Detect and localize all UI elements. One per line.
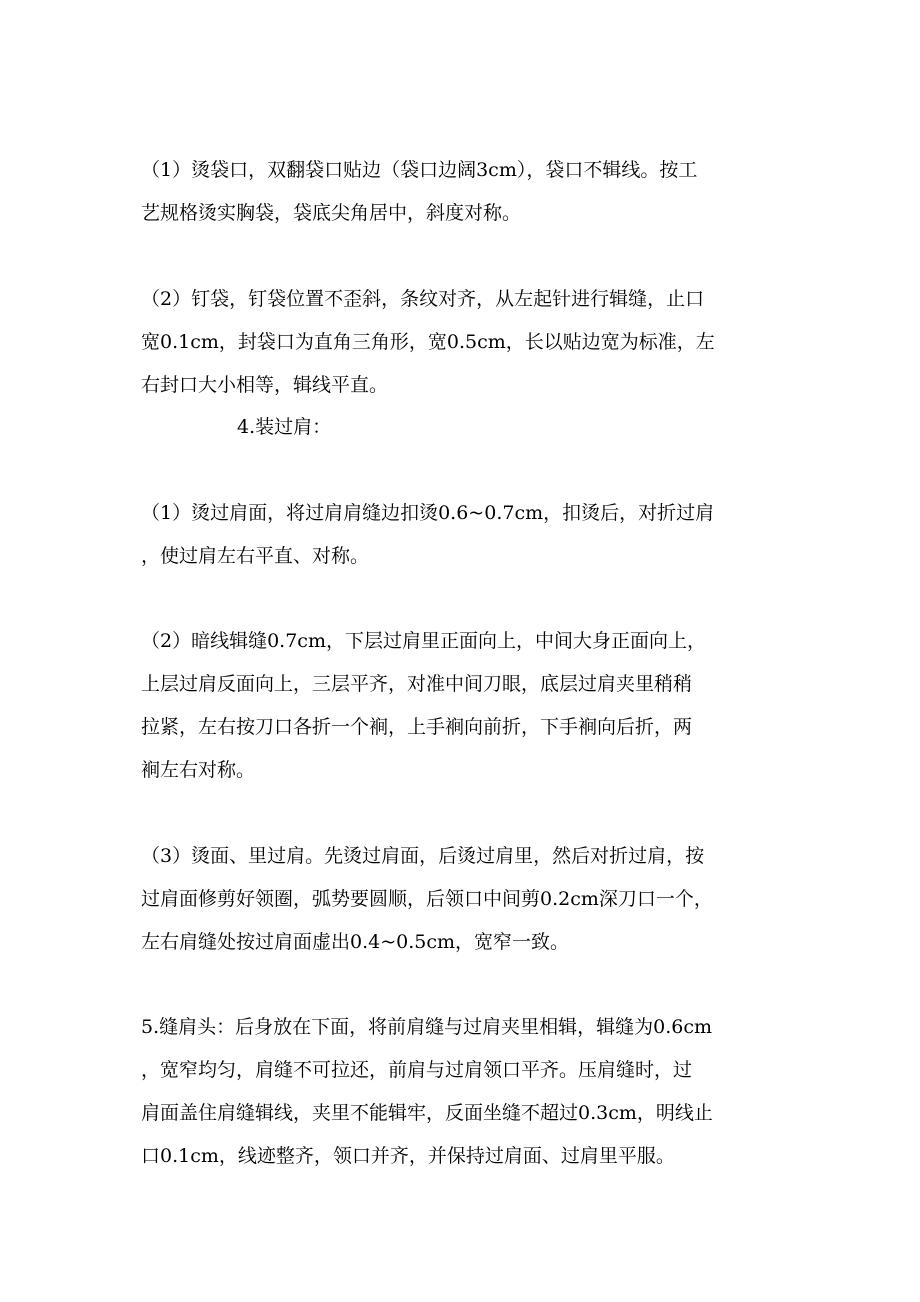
text-line: （2）钉袋，钉袋位置不歪斜，条纹对齐，从左起针进行辑缝，止口 [141,288,705,310]
text-line: （2）暗线辑缝0.7cm，下层过肩里正面向上，中间大身正面向上， [141,630,706,652]
text-line: 肩面盖住肩缝辑线，夹里不能辑牢，反面坐缝不超过0.3cm，明线止 [141,1102,713,1124]
text-line: 过肩面修剪好领圈，弧势要圆顺，后领口中间剪0.2cm深刀口一个， [141,888,713,910]
text-line: （1）烫袋口，双翻袋口贴边（袋口边阔3cm），袋口不辑线。按工 [141,159,698,181]
text-line: ，使过肩左右平直、对称。 [141,545,370,567]
text-line: 裥左右对称。 [141,759,256,781]
text-line: 5.缝肩头：后身放在下面，将前肩缝与过肩夹里相辑，辑缝为0.6cm [141,1016,713,1038]
text-line: （1）烫过肩面，将过肩肩缝边扣烫0.6~0.7cm，扣烫后，对折过肩 [141,502,715,524]
text-line: 口0.1cm，线迹整齐，领口并齐，并保持过肩面、过肩里平服。 [141,1145,675,1167]
text-line: 右封口大小相等，辑线平直。 [141,374,389,396]
text-line: 上层过肩反面向上，三层平齐，对准中间刀眼，底层过肩夹里稍稍 [141,673,693,695]
text-line: 艺规格烫实胸袋，袋底尖角居中，斜度对称。 [141,202,522,224]
text-line: ，宽窄均匀，肩缝不可拉还，前肩与过肩领口平齐。压肩缝时，过 [141,1059,693,1081]
section-heading-yoke: 4.装过肩： [237,416,332,438]
text-line: 宽0.1cm，封袋口为直角三角形，宽0.5cm，长以贴边宽为标准，左 [141,331,715,353]
text-line: 拉紧，左右按刀口各折一个裥，上手裥向前折，下手裥向后折，两 [141,716,693,738]
text-line: 左右肩缝处按过肩面虚出0.4~0.5cm，宽窄一致。 [141,931,570,953]
text-line: （3）烫面、里过肩。先烫过肩面，后烫过肩里，然后对折过肩，按 [141,845,705,867]
